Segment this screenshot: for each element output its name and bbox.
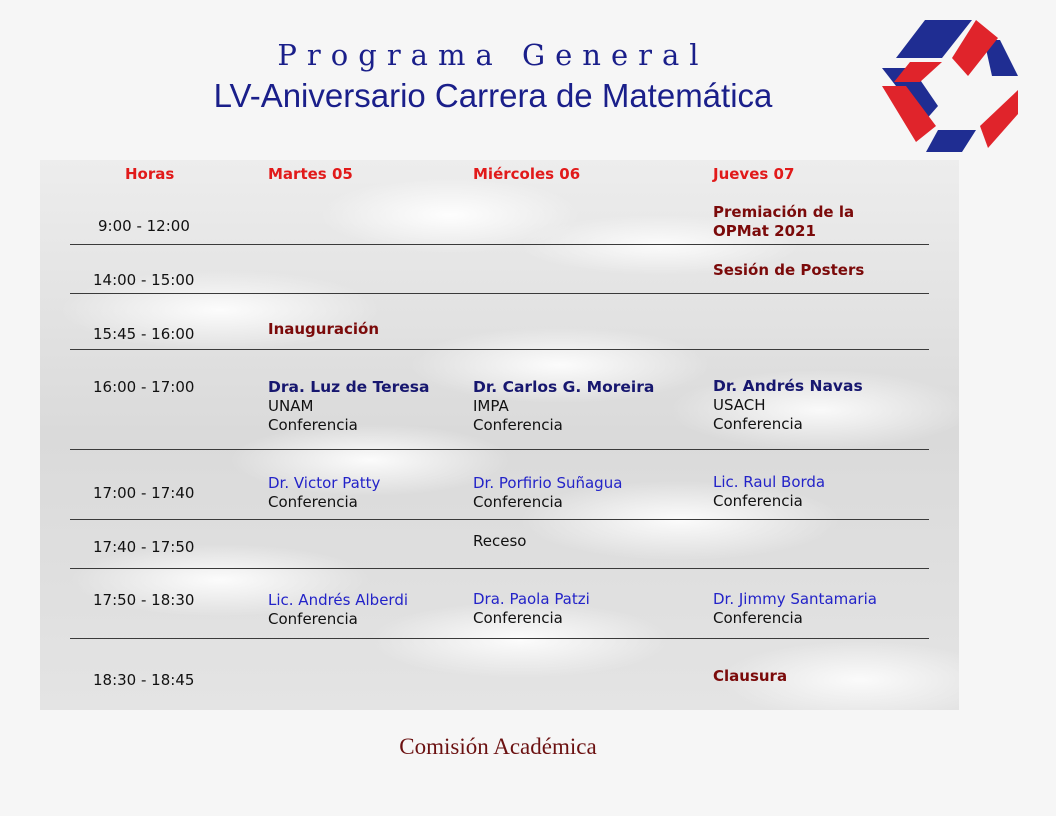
talk-thursday-1700 <box>713 473 825 511</box>
speaker-institution: UNAM <box>268 397 314 415</box>
talk-thursday-1750 <box>713 590 877 628</box>
talk-wednesday-1700 <box>473 474 622 512</box>
speaker-institution: IMPA <box>473 397 509 415</box>
time-slot: 17:00 - 17:40 <box>93 484 195 502</box>
speaker-name: Dr. Porfirio Suñagua <box>473 474 623 492</box>
row-divider <box>70 293 929 294</box>
talk-type: Conferencia <box>473 416 563 434</box>
event-awards-line2: OPMat 2021 <box>713 222 816 240</box>
talk-type: Conferencia <box>713 415 803 433</box>
time-slot: 9:00 - 12:00 <box>98 217 190 235</box>
row-divider <box>70 449 929 450</box>
column-header-wednesday: Miércoles 06 <box>473 165 581 183</box>
event-posters: Sesión de Posters <box>713 261 865 279</box>
row-divider <box>70 519 929 520</box>
talk-type: Conferencia <box>713 492 803 510</box>
time-slot: 14:00 - 15:00 <box>93 271 195 289</box>
talk-type: Conferencia <box>713 609 803 627</box>
footer-signature: Comisión Académica <box>399 734 597 759</box>
program-title: Programa General <box>277 38 709 72</box>
column-header-thursday: Jueves 07 <box>713 165 795 183</box>
talk-type: Conferencia <box>268 493 358 511</box>
event-awards-line1: Premiación de la <box>713 203 855 221</box>
talk-tuesday-1600 <box>268 378 429 435</box>
time-slot: 16:00 - 17:00 <box>93 378 195 396</box>
speaker-name: Dr. Andrés Navas <box>713 377 863 395</box>
talk-wednesday-1600 <box>473 378 654 435</box>
talk-type: Conferencia <box>268 610 358 628</box>
event-break: Receso <box>473 532 527 550</box>
talk-tuesday-1700 <box>268 474 380 512</box>
event-closing: Clausura <box>713 667 788 685</box>
program-subtitle: LV-Aniversario Carrera de Matemática <box>213 77 773 114</box>
time-slot: 17:40 - 17:50 <box>93 538 195 556</box>
speaker-name: Dr. Carlos G. Moreira <box>473 378 655 396</box>
event-awards <box>713 203 854 241</box>
time-slot: 15:45 - 16:00 <box>93 325 195 343</box>
speaker-name: Lic. Andrés Alberdi <box>268 591 409 609</box>
row-divider <box>70 638 929 639</box>
talk-tuesday-1750 <box>268 591 408 629</box>
row-divider <box>70 349 929 350</box>
talk-type: Conferencia <box>268 416 358 434</box>
time-slot: 17:50 - 18:30 <box>93 591 195 609</box>
speaker-name: Dra. Luz de Teresa <box>268 378 430 396</box>
speaker-name: Dr. Jimmy Santamaria <box>713 590 877 608</box>
schedule-table <box>40 160 959 710</box>
row-divider <box>70 568 929 569</box>
event-inauguration: Inauguración <box>268 320 380 338</box>
talk-thursday-1600 <box>713 377 863 434</box>
talk-type: Conferencia <box>473 493 563 511</box>
row-divider <box>70 244 929 245</box>
speaker-name: Dra. Paola Patzi <box>473 590 590 608</box>
talk-type: Conferencia <box>473 609 563 627</box>
speaker-institution: USACH <box>713 396 766 414</box>
column-header-tuesday: Martes 05 <box>268 165 353 183</box>
speaker-name: Lic. Raul Borda <box>713 473 826 491</box>
speaker-name: Dr. Victor Patty <box>268 474 381 492</box>
time-slot: 18:30 - 18:45 <box>93 671 195 689</box>
column-header-hours: Horas <box>125 165 175 183</box>
talk-wednesday-1750 <box>473 590 590 628</box>
university-logo-icon <box>880 18 1020 154</box>
